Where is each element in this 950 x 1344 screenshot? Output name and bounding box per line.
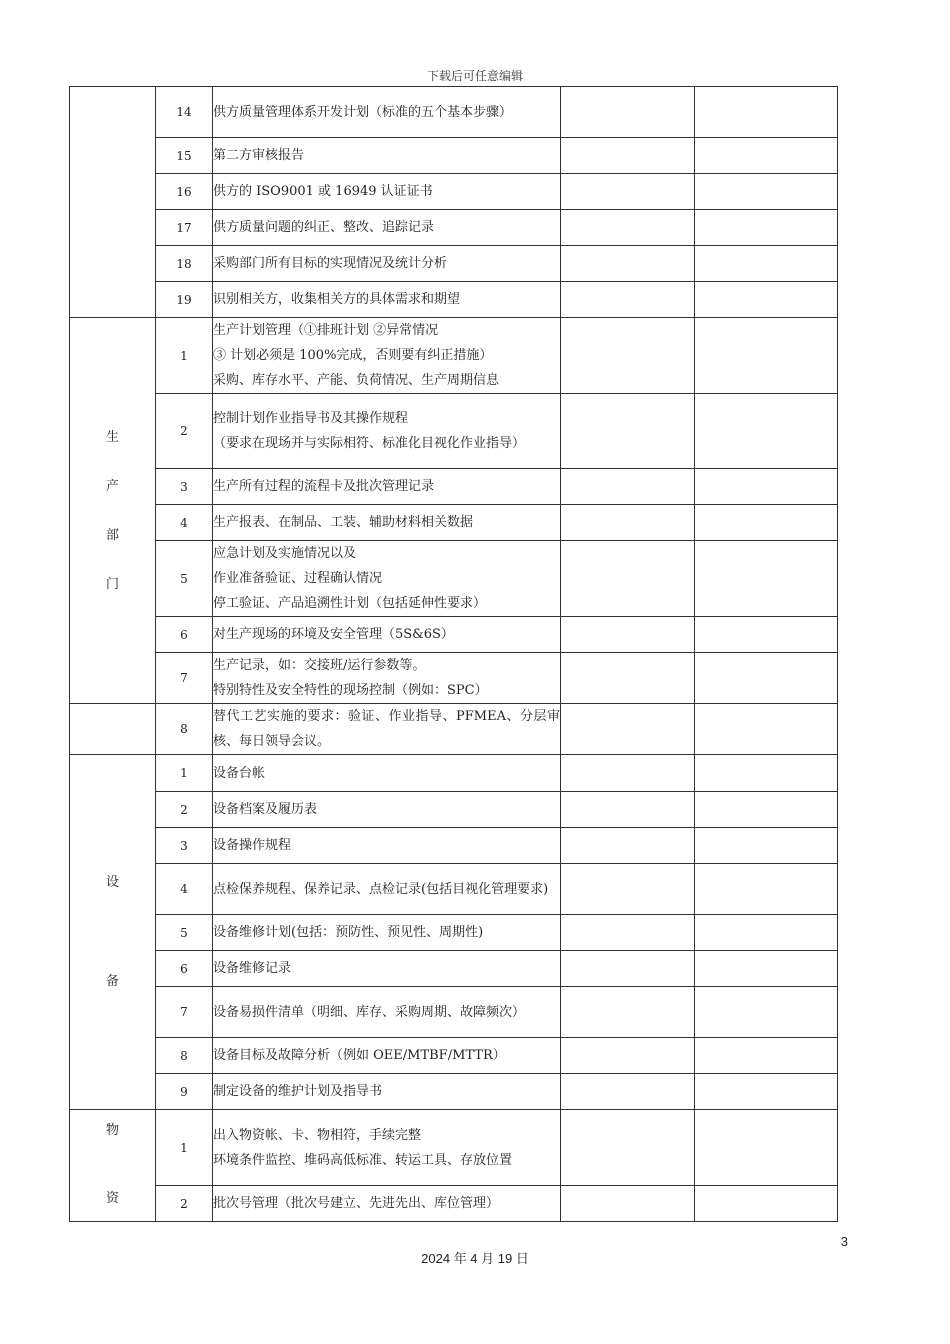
table-row: [70, 318, 838, 394]
blank-cell: [695, 1186, 838, 1222]
item-number: 9: [156, 1074, 213, 1110]
table-row: [70, 987, 838, 1038]
dept-char: 资: [105, 1191, 119, 1206]
blank-cell: [695, 87, 838, 138]
item-content: [213, 394, 561, 469]
blank-cell: [561, 1110, 695, 1186]
blank-cell: [561, 951, 695, 987]
item-content: [213, 210, 561, 246]
blank-cell: [561, 282, 695, 318]
blank-cell: [695, 951, 838, 987]
item-content: [213, 246, 561, 282]
item-line: 特别特性及安全特性的现场控制（例如：SPC）: [213, 683, 488, 698]
table-row: [70, 1110, 838, 1186]
dept-char: 设: [105, 875, 119, 890]
blank-cell: [695, 318, 838, 394]
item-line: 设备易损件清单（明细、库存、采购周期、故障频次）: [213, 1004, 526, 1020]
item-line: 对生产现场的环境及安全管理（5S&6S）: [213, 627, 454, 642]
item-content: [213, 282, 561, 318]
item-content: [213, 174, 561, 210]
item-line: 批次号管理（批次号建立、先进先出、库位管理）: [213, 1196, 500, 1211]
blank-cell: [561, 318, 695, 394]
item-line: 设备台帐: [213, 765, 266, 781]
table-row: [70, 864, 838, 915]
item-line: 生产报表、在制品、工装、辅助材料相关数据: [213, 515, 474, 530]
blank-cell: [695, 704, 838, 755]
blank-cell: [561, 541, 695, 617]
blank-cell: [561, 469, 695, 505]
blank-cell: [695, 987, 838, 1038]
item-number: 16: [156, 174, 213, 210]
blank-cell: [695, 792, 838, 828]
item-number: 4: [156, 505, 213, 541]
blank-cell: [561, 210, 695, 246]
table-row: [70, 246, 838, 282]
blank-cell: [561, 915, 695, 951]
blank-cell: [695, 1038, 838, 1074]
item-line: 替代工艺实施的要求：验证、作业指导、PFMEA、分层审核、每日领导会议。: [213, 709, 560, 749]
item-line: 生产计划管理（①排班计划 ②异常情况: [213, 323, 439, 338]
blank-cell: [695, 653, 838, 704]
blank-cell: [561, 87, 695, 138]
item-line: 识别相关方，收集相关方的具体需求和期望: [213, 292, 461, 307]
dept-char: 部: [105, 527, 119, 543]
item-line: 采购部门所有目标的实现情况及统计分析: [213, 256, 448, 271]
blank-cell: [695, 394, 838, 469]
checklist-table: [69, 86, 838, 1222]
item-line: 控制计划作业指导书及其操作规程: [213, 411, 409, 426]
item-line: 采购、库存水平、产能、负荷情况、生产周期信息: [213, 373, 500, 388]
blank-cell: [561, 246, 695, 282]
table-row: [70, 469, 838, 505]
item-line: 设备目标及故障分析（例如 OEE/MTBF/MTTR）: [213, 1048, 506, 1063]
item-content: [213, 1110, 561, 1186]
blank-cell: [561, 1186, 695, 1222]
item-content: [213, 792, 561, 828]
table-row: [70, 394, 838, 469]
item-line: 设备维修计划(包括：预防性、预见性、周期性): [213, 925, 484, 940]
table-row: [70, 1074, 838, 1110]
blank-cell: [695, 174, 838, 210]
item-content: [213, 617, 561, 653]
table-row: [70, 138, 838, 174]
item-number: 3: [156, 469, 213, 505]
item-line: 停工验证、产品追溯性计划（包括延伸性要求）: [213, 596, 487, 611]
dept-cell-equipment: [70, 755, 156, 1110]
blank-cell: [561, 704, 695, 755]
blank-cell: [695, 282, 838, 318]
item-content: [213, 915, 561, 951]
item-content: [213, 469, 561, 505]
item-number: 5: [156, 915, 213, 951]
item-number: 14: [156, 87, 213, 138]
item-number: 2: [156, 394, 213, 469]
dept-char: 物: [105, 1123, 119, 1138]
item-number: 7: [156, 987, 213, 1038]
item-number: 1: [156, 1110, 213, 1186]
blank-cell: [695, 1074, 838, 1110]
item-line: 制定设备的维护计划及指导书: [213, 1084, 383, 1099]
item-number: 2: [156, 1186, 213, 1222]
blank-cell: [695, 755, 838, 792]
blank-cell: [561, 864, 695, 915]
item-content: [213, 87, 561, 138]
blank-cell: [695, 915, 838, 951]
item-line: 第二方审核报告: [213, 148, 305, 163]
item-number: 6: [156, 951, 213, 987]
item-line: 供方质量问题的纠正、整改、追踪记录: [213, 220, 435, 235]
dept-char: 门: [105, 576, 119, 592]
blank-cell: [561, 987, 695, 1038]
item-content: [213, 541, 561, 617]
item-content: [213, 951, 561, 987]
item-content: [213, 1038, 561, 1074]
item-line: 环境条件监控、堆码高低标准、转运工具、存放位置: [213, 1152, 513, 1168]
dept-cell-materials: [70, 1110, 156, 1222]
blank-cell: [561, 138, 695, 174]
item-line: ③ 计划必须是 100%完成，否则要有纠正措施）: [213, 348, 493, 363]
dept-cell-production: [70, 318, 156, 704]
blank-cell: [695, 864, 838, 915]
table-row: [70, 755, 838, 792]
blank-cell: [561, 792, 695, 828]
item-content: [213, 704, 561, 755]
blank-cell: [561, 1038, 695, 1074]
item-line: 应急计划及实施情况以及: [213, 546, 357, 561]
dept-char: 生: [105, 429, 119, 445]
item-line: 设备操作规程: [213, 838, 292, 853]
blank-cell: [561, 653, 695, 704]
item-number: 15: [156, 138, 213, 174]
table-row: [70, 704, 838, 755]
page-number: 3: [840, 1234, 848, 1249]
blank-cell: [695, 541, 838, 617]
blank-cell: [561, 828, 695, 864]
item-number: 19: [156, 282, 213, 318]
table-row: [70, 617, 838, 653]
item-line: 生产记录，如：交接班/运行参数等。: [213, 658, 426, 673]
dept-cell-purchasing-continued: [70, 87, 156, 318]
item-number: 6: [156, 617, 213, 653]
table-row: [70, 505, 838, 541]
item-number: 7: [156, 653, 213, 704]
table-row: [70, 174, 838, 210]
item-line: 供方的 ISO9001 或 16949 认证证书: [213, 184, 433, 199]
item-line: 作业准备验证、过程确认情况: [213, 571, 383, 586]
dept-char: 产: [105, 478, 119, 494]
item-content: [213, 505, 561, 541]
item-number: 17: [156, 210, 213, 246]
table-row: [70, 951, 838, 987]
table-row: [70, 1186, 838, 1222]
item-content: [213, 1074, 561, 1110]
footer-date: 2024 年 4 月 19 日: [421, 1251, 529, 1266]
blank-cell: [695, 505, 838, 541]
item-number: 3: [156, 828, 213, 864]
item-number: 8: [156, 1038, 213, 1074]
item-line: 出入物资帐、卡、物相符，手续完整: [213, 1127, 422, 1143]
item-number: 2: [156, 792, 213, 828]
item-line: 设备维修记录: [213, 961, 292, 976]
table-row: [70, 1038, 838, 1074]
blank-cell: [695, 138, 838, 174]
item-line: 点检保养规程、保养记录、点检记录(包括目视化管理要求): [213, 881, 549, 897]
item-content: [213, 1186, 561, 1222]
table-row: [70, 210, 838, 246]
item-number: 18: [156, 246, 213, 282]
item-content: [213, 864, 561, 915]
item-content: [213, 653, 561, 704]
item-line: 供方质量管理体系开发计划（标准的五个基本步骤）: [213, 104, 513, 120]
item-content: [213, 138, 561, 174]
table-row: [70, 653, 838, 704]
item-number: 1: [156, 318, 213, 394]
blank-cell: [561, 755, 695, 792]
blank-cell: [695, 469, 838, 505]
dept-cell-empty: [70, 704, 156, 755]
blank-cell: [695, 210, 838, 246]
item-content: [213, 987, 561, 1038]
item-content: [213, 318, 561, 394]
table-row: [70, 87, 838, 138]
table-row: [70, 828, 838, 864]
table-row: [70, 282, 838, 318]
table-row: [70, 541, 838, 617]
blank-cell: [695, 617, 838, 653]
item-number: 4: [156, 864, 213, 915]
dept-char: 备: [105, 974, 119, 989]
item-content: [213, 828, 561, 864]
blank-cell: [561, 617, 695, 653]
item-number: 1: [156, 755, 213, 792]
item-line: （要求在现场并与实际相符、标准化目视化作业指导）: [213, 436, 526, 451]
item-content: [213, 755, 561, 792]
item-line: 设备档案及履历表: [213, 802, 318, 817]
item-number: 5: [156, 541, 213, 617]
item-line: 生产所有过程的流程卡及批次管理记录: [213, 479, 435, 494]
blank-cell: [695, 246, 838, 282]
item-number: 8: [156, 704, 213, 755]
blank-cell: [561, 505, 695, 541]
blank-cell: [695, 1110, 838, 1186]
table-row: [70, 792, 838, 828]
blank-cell: [561, 1074, 695, 1110]
blank-cell: [695, 828, 838, 864]
table-row: [70, 915, 838, 951]
blank-cell: [561, 174, 695, 210]
blank-cell: [561, 394, 695, 469]
page-header: 下载后可任意编辑: [426, 69, 523, 83]
